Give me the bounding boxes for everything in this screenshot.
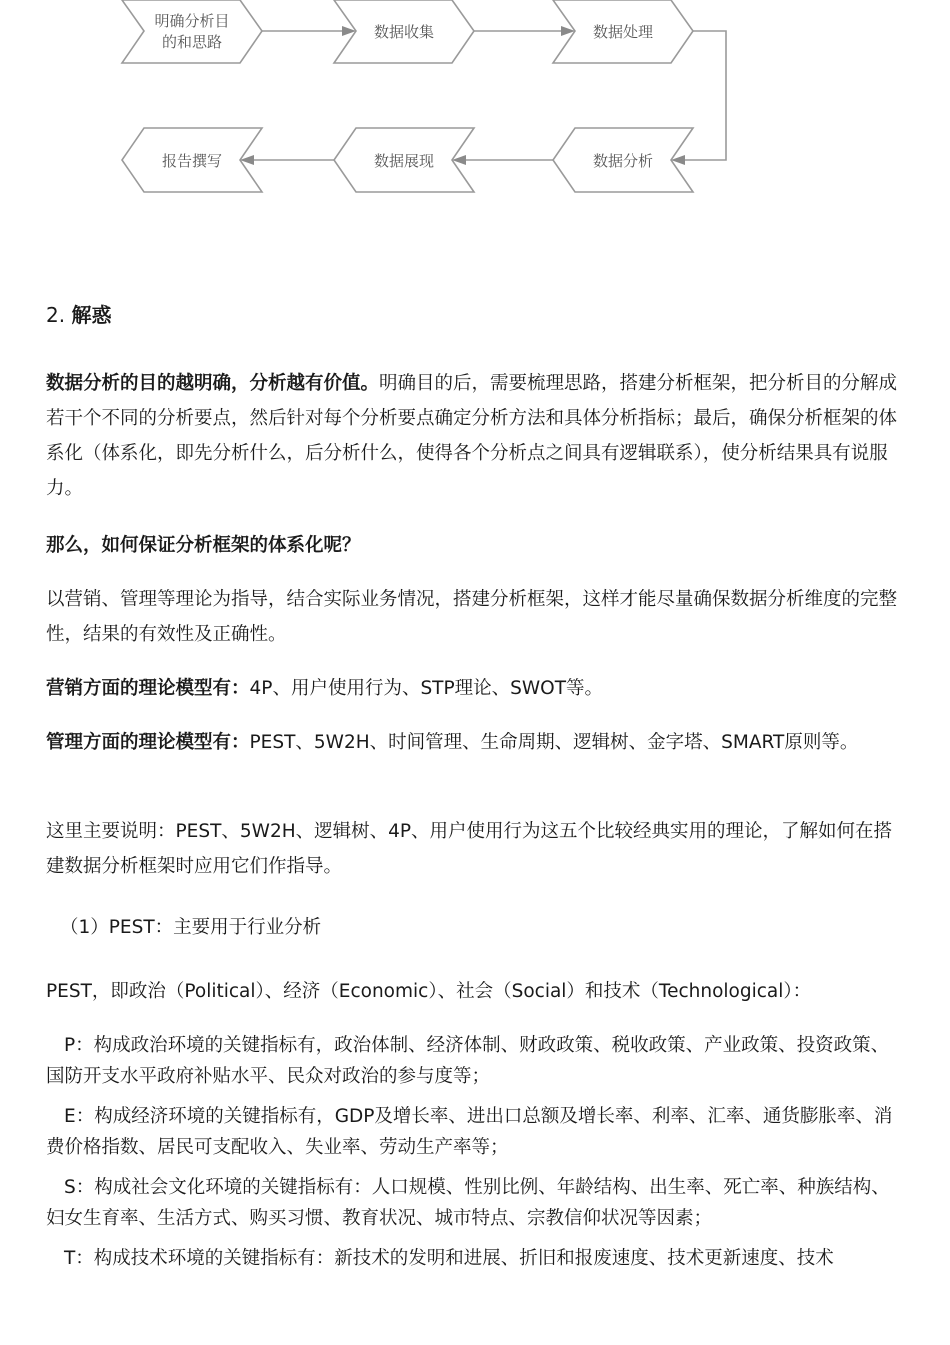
paragraph-overview-text: 这里主要说明：PEST、5W2H、逻辑树、4P、用户使用行为这五个比较经典实用的理论，了解如何在搭建数据分析框架时应用它们作指导。 [46, 821, 893, 877]
management-models-list: PEST、5W2H、时间管理、生命周期、逻辑树、金字塔、SMART原则等。 [249, 732, 859, 753]
paragraph-guidance [46, 582, 904, 652]
paragraph-technological [46, 1243, 904, 1274]
subsection-pest-heading [60, 910, 904, 945]
management-models-label: 管理方面的理论模型有： [46, 732, 250, 753]
marketing-models-list: 4P、用户使用行为、STP理论、SWOT等。 [249, 678, 604, 699]
section-heading [46, 298, 904, 333]
paragraph-technological-text: T：构成技术环境的关键指标有：新技术的发明和进展、折旧和报废速度、技术更新速度、技术 [64, 1248, 834, 1269]
paragraph-purpose-emphasis: 数据分析的目的越明确，分析越有价值。 [46, 373, 380, 394]
paragraph-economic [46, 1101, 904, 1163]
paragraph-pest-definition-text: PEST，即政治（Political）、经济（Economic）、社会（Social）和技术（Technological）： [46, 981, 812, 1002]
flow-step-3-label: 数据处理 [592, 23, 654, 41]
flow-step-2-label: 数据收集 [373, 23, 435, 41]
question-heading [46, 528, 904, 563]
flow-step-1-label-line-1: 明确分析目 [154, 12, 230, 30]
flow-step-1-shape [122, 0, 262, 63]
paragraph-economic-text: E：构成经济环境的关键指标有，GDP及增长率、进出口总额及增长率、利率、汇率、通货膨胀率、消费价格指数、居民可支配收入、失业率、劳动生产率等； [46, 1106, 893, 1158]
question-text: 那么，如何保证分析框架的体系化呢？ [46, 535, 361, 556]
paragraph-purpose-text: 明确目的后，需要梳理思路，搭建分析框架，把分析目的分解成若干个不同的分析要点，然后针对每个分析要点确定分析方法和具体分析指标；最后，确保分析框架的体系化（体系化，即先分析什么，后分析什么，使得各个分析点之间具有逻辑联系），使分析结果具有说服力。 [46, 373, 898, 499]
paragraph-pest-definition [46, 974, 904, 1009]
paragraph-political-text: P：构成政治环境的关键指标有，政治体制、经济体制、财政政策、税收政策、产业政策、投资政策、国防开支水平政府补贴水平、民众对政治的参与度等； [46, 1035, 890, 1087]
section-number: 2. [46, 303, 72, 327]
flow-step-5-label: 数据展现 [373, 152, 435, 170]
flow-step-4-label: 数据分析 [592, 152, 654, 170]
paragraph-guidance-text: 以营销、管理等理论为指导，结合实际业务情况，搭建分析框架，这样才能尽量确保数据分析维度的完整性，结果的有效性及正确性。 [46, 589, 898, 645]
subsection-pest-text: （1）PEST：主要用于行业分析 [60, 917, 322, 938]
paragraph-political [46, 1030, 904, 1092]
paragraph-social-text: S：构成社会文化环境的关键指标有：人口规模、性别比例、年龄结构、出生率、死亡率、种族结构、妇女生育率、生活方式、购买习惯、教育状况、城市特点、宗教信仰状况等因素； [46, 1177, 890, 1229]
section-title: 解惑 [71, 303, 112, 327]
flow-step-6-label: 报告撰写 [161, 152, 223, 170]
flow-step-1-label-line-2: 的和思路 [161, 33, 223, 51]
paragraph-management-models [46, 725, 904, 760]
paragraph-social [46, 1172, 904, 1234]
paragraph-overview [46, 814, 904, 884]
marketing-models-label: 营销方面的理论模型有： [46, 678, 250, 699]
paragraph-purpose [46, 366, 904, 506]
process-flowchart [0, 0, 950, 215]
paragraph-marketing-models [46, 671, 904, 706]
flow-arrow-3 [685, 31, 726, 160]
